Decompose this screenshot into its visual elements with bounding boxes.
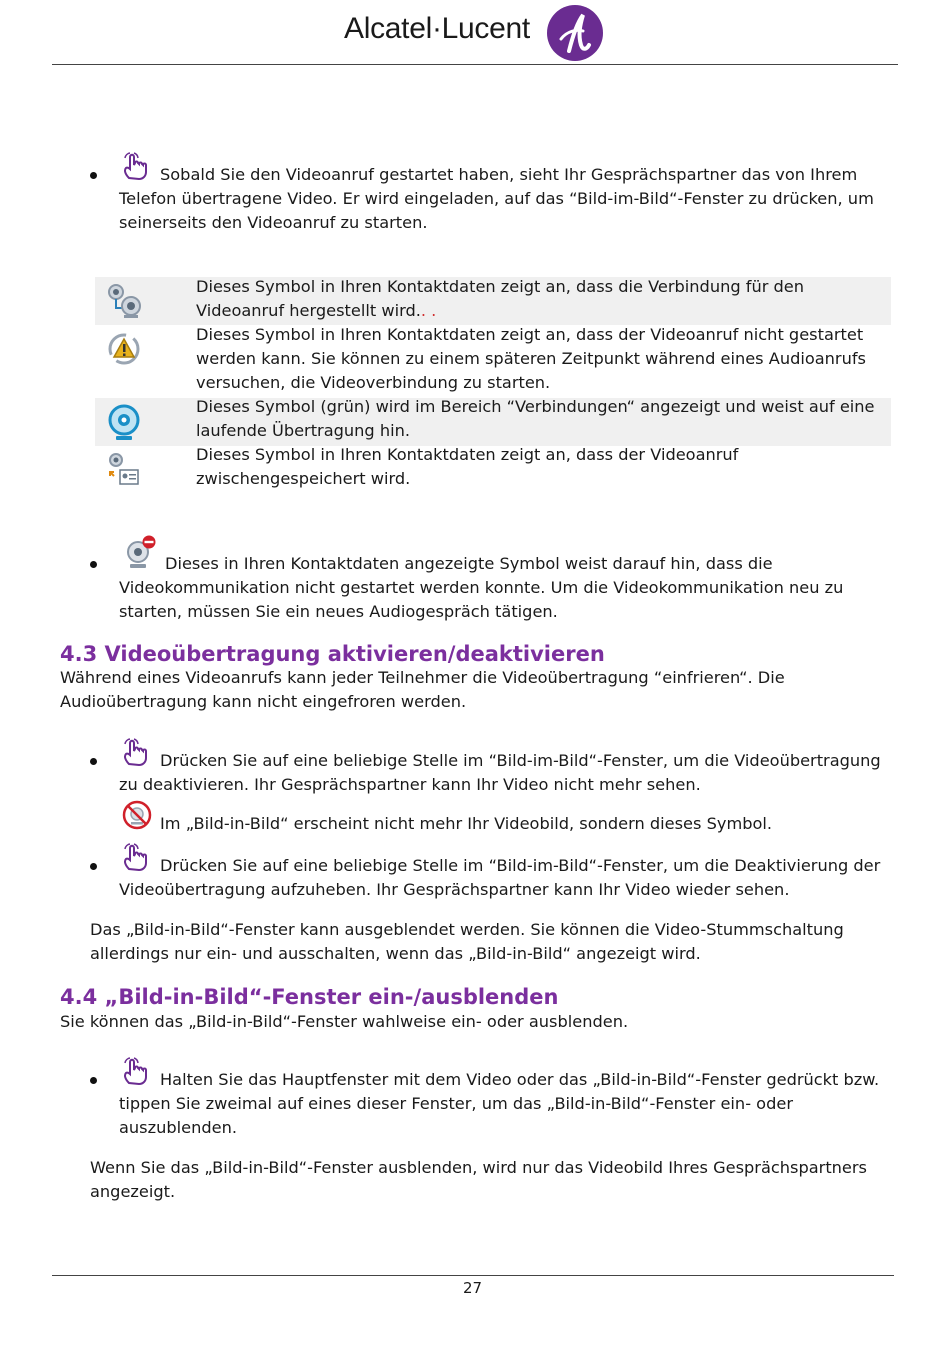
section-4-3-para-1: Das „Bild-in-Bild“-Fenster kann ausgeblendet werden. Sie können die Video-Stummschaltung	[90, 920, 844, 939]
header-rule	[52, 64, 898, 65]
section-4-3-para-2: allerdings nur ein- und ausschalten, wenn das „Bild-in-Bild“ angezeigt wird.	[90, 944, 701, 963]
brand-logo-text: Alcatel·Lucent	[344, 12, 530, 45]
intro-line-3: seinerseits den Videoanruf zu starten.	[119, 213, 428, 232]
bullet	[90, 758, 97, 765]
table-row-2-line-1: Dieses Symbol in Ihren Kontaktdaten zeigt an, dass der Videoanruf nicht gestartet	[196, 325, 864, 344]
section-4-4-bullet-line-3: auszublenden.	[119, 1118, 237, 1137]
tap-hand-icon	[120, 843, 154, 873]
brand-logo-icon	[547, 5, 603, 61]
video-active-green-icon	[105, 402, 143, 442]
section-4-4-para-2: angezeigt.	[90, 1182, 176, 1201]
table-row-4-line-2: zwischengespeichert wird.	[196, 469, 411, 488]
video-failed-icon	[124, 535, 158, 571]
failed-line-3: starten, müssen Sie ein neues Audiogespräch tätigen.	[119, 602, 558, 621]
section-4-4-para-1: Wenn Sie das „Bild-in-Bild“-Fenster ausblenden, wird nur das Videobild Ihres Gesprächspartners	[90, 1158, 867, 1177]
video-cached-icon	[104, 450, 142, 488]
intro-line-1: Sobald Sie den Videoanruf gestartet haben, sieht Ihr Gesprächspartner das von Ihrem	[160, 165, 858, 184]
table-row-2-line-3: versuchen, die Videoverbindung zu starten.	[196, 373, 551, 392]
section-4-3-intro-1: Während eines Videoanrufs kann jeder Teilnehmer die Videoübertragung “einfrieren“. Die	[60, 668, 785, 687]
table-row-3-line-2: laufende Übertragung hin.	[196, 421, 411, 440]
bullet	[90, 1077, 97, 1084]
video-muted-icon	[121, 799, 155, 831]
table-row-4-line-1: Dieses Symbol in Ihren Kontaktdaten zeigt an, dass der Videoanruf	[196, 445, 739, 464]
tap-hand-icon	[120, 738, 154, 768]
footer-rule	[52, 1275, 894, 1276]
bullet	[90, 863, 97, 870]
video-connected-icon	[105, 282, 143, 320]
table-row-3-line-1: Dieses Symbol (grün) wird im Bereich “Verbindungen“ angezeigt und weist auf eine	[196, 397, 875, 416]
bullet	[90, 561, 97, 568]
section-4-3-bullet2-line-2: Videoübertragung aufzuheben. Ihr Gesprächspartner kann Ihr Video wieder sehen.	[119, 880, 790, 899]
section-heading-4-4: 4.4 „Bild-in-Bild“-Fenster ein-/ausblenden	[60, 985, 559, 1009]
table-row-1-line-2	[196, 299, 436, 323]
failed-line-2: Videokommunikation nicht gestartet werden konnte. Um die Videokommunikation neu zu	[119, 578, 844, 597]
section-4-3-bullet2-line-1: Drücken Sie auf eine beliebige Stelle im “Bild-im-Bild“-Fenster, um die Deaktivierung der	[160, 856, 881, 875]
page-number: 27	[462, 1279, 483, 1297]
table-row-1-line-1: Dieses Symbol in Ihren Kontaktdaten zeigt an, dass die Verbindung für den	[196, 277, 805, 296]
section-4-3-bullet1-line-1: Drücken Sie auf eine beliebige Stelle im “Bild-im-Bild“-Fenster, um die Videoübertragung	[160, 751, 881, 770]
section-4-3-intro-2: Audioübertragung kann nicht eingefroren werden.	[60, 692, 467, 711]
failed-line-1: Dieses in Ihren Kontaktdaten angezeigte Symbol weist darauf hin, dass die	[165, 554, 773, 573]
section-heading-4-3: 4.3 Videoübertragung aktivieren/deaktivieren	[60, 642, 605, 666]
section-4-4-intro: Sie können das „Bild-in-Bild“-Fenster wahlweise ein- oder ausblenden.	[60, 1012, 629, 1031]
section-4-4-bullet-line-1: Halten Sie das Hauptfenster mit dem Video oder das „Bild-in-Bild“-Fenster gedrückt bzw.	[160, 1070, 880, 1089]
table-row-2-line-2: werden kann. Sie können zu einem späteren Zeitpunkt während eines Audioanrufs	[196, 349, 866, 368]
section-4-4-bullet-line-2: tippen Sie zweimal auf eines dieser Fenster, um das „Bild-in-Bild“-Fenster ein- oder	[119, 1094, 793, 1113]
bullet	[90, 172, 97, 179]
section-4-3-note: Im „Bild-in-Bild“ erscheint nicht mehr Ihr Videobild, sondern dieses Symbol.	[160, 814, 773, 833]
video-warning-icon	[105, 331, 143, 367]
tap-hand-icon	[120, 1057, 154, 1087]
tap-hand-icon	[120, 152, 154, 182]
table-row-1-text: Videoanruf hergestellt wird.	[196, 301, 421, 320]
table-row-1-trailing: . .	[420, 301, 437, 320]
section-4-3-bullet1-line-2: zu deaktivieren. Ihr Gesprächspartner kann Ihr Video nicht mehr sehen.	[119, 775, 701, 794]
intro-line-2: Telefon übertragene Video. Er wird eingeladen, auf das “Bild-im-Bild“-Fenster zu drücken, um	[119, 189, 874, 208]
